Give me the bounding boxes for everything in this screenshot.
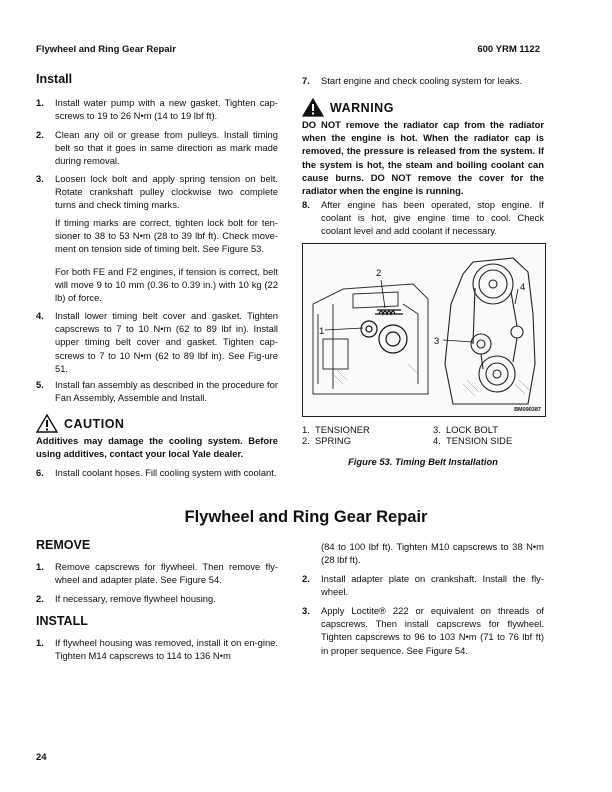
figure-callout-3: 3 — [434, 336, 440, 347]
step-text: Remove capscrews for flywheel. Then remove fly-wheel and adapter plate. See Figure 54. — [55, 561, 278, 586]
caution-callout — [36, 414, 124, 433]
legend-label: SPRING — [315, 435, 351, 446]
install-step-7 — [302, 74, 544, 87]
step-text: After engine has been operated, stop engine. If coolant is hot, give engine time to cool. Check coolant level and add coolant if necessary. — [321, 199, 544, 237]
running-header-doc-number: 600 YRM 1122 — [477, 44, 540, 55]
figure-legend-item-2 — [302, 435, 351, 447]
figure-callout-1: 1 — [319, 326, 325, 337]
figure-callout-2: 2 — [376, 268, 382, 279]
legend-number: 2. — [302, 435, 310, 446]
install-step-1 — [36, 96, 278, 122]
step-number: 3. — [36, 173, 44, 184]
figure-legend-item-4 — [433, 435, 512, 447]
step-text: Install fan assembly as described in the procedure for Fan Assembly, Assemble and Install. — [55, 379, 278, 404]
figure-53-timing-belt-illustration — [302, 243, 546, 417]
warning-callout — [302, 98, 394, 117]
step-number: 4. — [36, 310, 44, 321]
remove-step-2 — [36, 592, 278, 605]
install-step-5 — [36, 378, 278, 404]
running-header-title: Flywheel and Ring Gear Repair — [36, 44, 176, 55]
legend-label: TENSIONER — [315, 424, 370, 435]
step-text: Apply Loctite® 222 or equivalent on threads of capscrews. Then install capscrews for flywheel. Tighten capscrews to 96 to 103 N•m (71 to 76 lbf ft) in proper sequence. See Figure 54. — [321, 605, 544, 656]
step-text: If necessary, remove flywheel housing. — [55, 593, 216, 604]
install-step-8 — [302, 198, 544, 238]
step-number: 1. — [36, 97, 44, 108]
step-number: 8. — [302, 199, 310, 210]
legend-number: 3. — [433, 424, 441, 435]
step-text: Loosen lock bolt and apply spring tension on belt. Rotate crankshaft pulley clockwise two complete turns and check timing marks. — [55, 173, 278, 211]
warning-title: WARNING — [330, 100, 394, 115]
remove-heading: REMOVE — [36, 538, 91, 552]
figure-code: BM090387 — [514, 407, 541, 413]
step-text: Install coolant hoses. Fill cooling system with coolant. — [55, 467, 277, 478]
figure-callout-4: 4 — [520, 282, 526, 293]
step-number: 5. — [36, 379, 44, 390]
install2-heading: INSTALL — [36, 614, 88, 628]
warning-text: DO NOT remove the radiator cap from the radiator when the engine is hot. When the radiator cap is removed, the pressure is released from the system. If the system is hot, the steam and boiling coolant can cause burns. DO NOT remove the cover for the radiator when the engine is running. — [302, 119, 544, 197]
step-text: Install water pump with a new gasket. Tighten cap-screws to 19 to 26 N•m (14 to 19 lbf ft). — [55, 97, 278, 122]
install-step-4 — [36, 309, 278, 375]
step-number: 6. — [36, 467, 44, 478]
install-step-6 — [36, 466, 278, 479]
remove-step-1 — [36, 560, 278, 586]
caution-title: CAUTION — [64, 416, 125, 431]
install-step-3 — [36, 172, 278, 212]
section-title: Flywheel and Ring Gear Repair — [184, 508, 428, 526]
page-number: 24 — [36, 752, 47, 763]
figure-caption: Figure 53. Timing Belt Installation — [348, 456, 498, 467]
step-number: 3. — [302, 605, 310, 616]
legend-label: LOCK BOLT — [446, 424, 498, 435]
step-number: 2. — [302, 573, 310, 584]
install2-step-3 — [302, 604, 544, 657]
caution-text: Additives may damage the cooling system. Before using additives, contact your local Yale dealer. — [36, 435, 278, 460]
install2-step-2 — [302, 572, 544, 598]
step-number: 1. — [36, 637, 44, 648]
step-3-tension-paragraph: For both FE and F2 engines, if tension is correct, belt will move 9 to 10 mm (0.36 to 0.39 in.) with 10 kg (22 lb) of force. — [55, 266, 278, 304]
step-number: 7. — [302, 75, 310, 86]
caution-icon — [36, 414, 58, 433]
step-text: Clean any oil or grease from pulleys. Install timing belt so that it goes in same direction as mark made during removal. — [55, 129, 278, 167]
step-number: 1. — [36, 561, 44, 572]
install-heading: Install — [36, 72, 73, 86]
legend-number: 4. — [433, 435, 441, 446]
step-3-timing-paragraph: If timing marks are correct, tighten lock bolt for ten-sioner to 38 to 53 N•m (28 to 39 lbf ft). Check move-ment on tension side of timing belt. See Figure 53. — [55, 217, 278, 255]
engine-drawing — [303, 244, 545, 416]
warning-icon — [302, 98, 324, 117]
legend-label: TENSION SIDE — [446, 435, 513, 446]
legend-number: 1. — [302, 424, 310, 435]
step-text: If flywheel housing was removed, install it on en-gine. Tighten M14 capscrews to 114 to 136 N•m — [55, 637, 278, 662]
step-number: 2. — [36, 593, 44, 604]
install2-step-1-continued: (84 to 100 lbf ft). Tighten M10 capscrews to 38 N•m (28 lbf ft). — [321, 541, 544, 566]
install2-step-1 — [36, 636, 278, 662]
step-number: 2. — [36, 129, 44, 140]
step-text: Install lower timing belt cover and gasket. Tighten capscrews to 7 to 10 N•m (62 to 89 lbf in). Install upper timing belt cover and gasket. Tighten cap-screws to 7 to 10 N•m (62 to 89 lbf in). See Fig-ure 51. — [55, 310, 278, 374]
install-step-2 — [36, 128, 278, 168]
step-text: Start engine and check cooling system for leaks. — [321, 75, 523, 86]
step-text: Install adapter plate on crankshaft. Install the fly-wheel. — [321, 573, 544, 598]
